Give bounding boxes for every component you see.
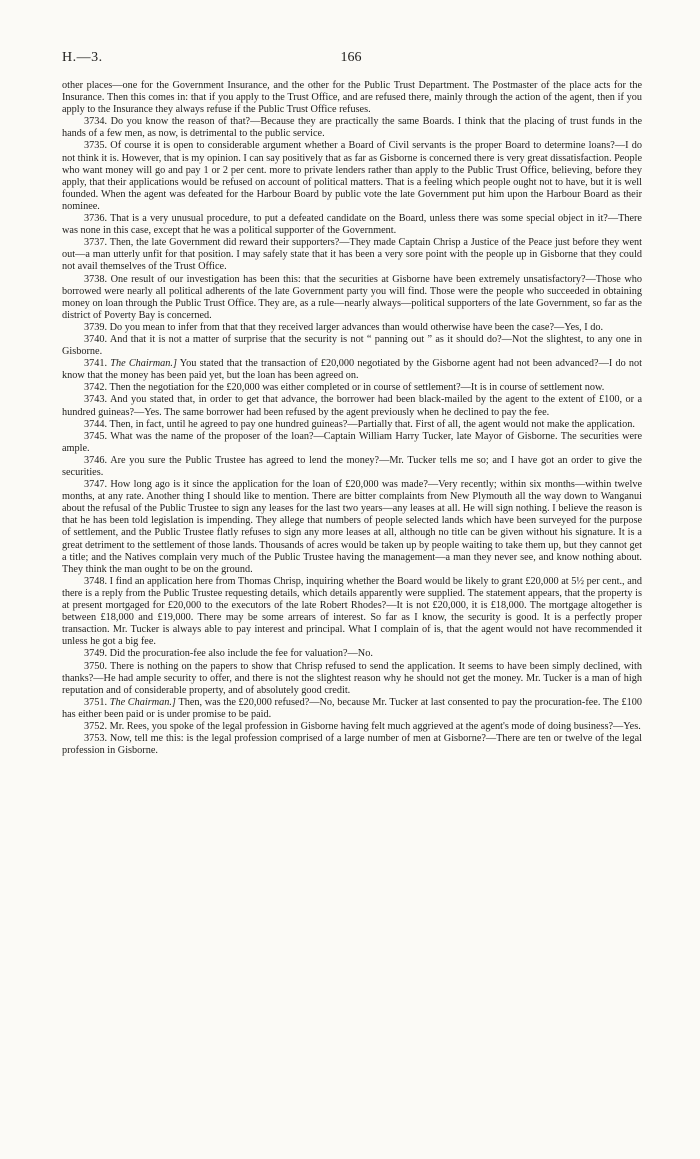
- paragraph: 3743. And you stated that, in order to get that advance, the borrower had been black-mailed by the agent to the extent of £100, or a hundred guineas?—Yes. The same borrower had been refused by the agent previously when he declined to pay the fee.: [62, 394, 642, 418]
- speaker-chairman: The Chairman.]: [110, 358, 177, 370]
- paragraph: 3748. I find an application here from Thomas Chrisp, inquiring whether the Board would be likely to grant £20,000 at 5½ per cent., and there is a reply from the Public Trustee requesting details, which details apparently were supplied. The statement appears, that the property is at present mortgaged for £20,000 to the executors of the late Robert Rhodes?—It is not £20,000, it is £18,000. The mortgage altogether is between £18,000 and £19,000. There may be some arrears of interest. So far as I know, the security is good. It is a perfectly proper transaction. Mr. Tucker is always able to pay interest and principal. What I complain of is, that the agent would not have recommended it unless he got a big fee.: [62, 575, 642, 648]
- page-body: [62, 80, 642, 757]
- paragraph: 3737. Then, the late Government did reward their supporters?—They made Captain Chrisp a Justice of the Peace just before they went out—a man utterly unfit for that position. I may safely state that it has been a very sore point with the people up in Gisborne that they could not avail themselves of the Trust Office.: [62, 237, 642, 273]
- paragraph: 3742. Then the negotiation for the £20,000 was either completed or in course of settlement?—It is in course of settlement now.: [84, 382, 605, 394]
- paragraph: 3735. Of course it is open to considerable argument whether a Board of Civil servants is the proper Board to determine loans?—I do not think it is. However, that is my opinion. I can say positively that as far as Gisborne is concerned there is very great dissatisfaction. People who want money will go and pay 1 or 2 per cent. more to private lenders rather than apply to the Public Trust Office, believing, before they apply, that their applications would be refused on account of political matters. That is a feeling which people ought not to have, but it is well founded. When the agent was defeated for the Harbour Board by public vote the late Government put him upon the Harbour Board as their nominee.: [62, 140, 642, 212]
- paragraph: 3736. That is a very unusual procedure, to put a defeated candidate on the Board, unless there was some special object in it?—There was none in this case, except that he was a political supporter of the Government.: [62, 213, 642, 237]
- paragraph: [62, 697, 642, 721]
- paragraph: 3753. Now, tell me this: is the legal profession comprised of a large number of men at Gisborne?—There are ten or twelve of the legal profession in Gisborne.: [62, 733, 642, 757]
- question-number: 3751.: [84, 696, 108, 708]
- page-header: [62, 50, 640, 70]
- paragraph: 3747. How long ago is it since the application for the loan of £20,000 was made?—Very recently; within six months—within twelve months, at any rate. Another thing I should like to mention. There are bitter complaints from New Plymouth all the way down to Wanganui about the refusal of the Public Trustee to sign any leases for the last two years—any leases at all. He will sign nothing. I believe the reason is that he has been told legislation is impending. They allege that numbers of people selected lands which have been surveyed for the purpose of settlement, and the Public Trustee flatly refuses to sign any more leases at all, although no title can be given without his signature. It is a great detriment to the settlement of those lands. Thousands of acres would be taken up by people waiting to take them up, but they cannot get a title; and the Natives complain very much of the Public Trustee having the management—a man they never see, and know nothing about. They think the man ought to be on the ground.: [62, 479, 642, 575]
- question-number: 3741.: [84, 358, 108, 370]
- paragraph: 3750. There is nothing on the papers to show that Chrisp refused to send the application. It seems to have been simply declined, with thanks?—He had ample security to offer, and there is not the slightest reason why he should not get the money. Mr. Tucker is a man of high reputation and of considerable property, and of absolutely good credit.: [62, 660, 642, 696]
- document-reference: H.—3.: [62, 50, 103, 65]
- paragraph: 3739. Do you mean to infer from that that they received larger advances than would otherwise have been the case?—Yes, I do.: [84, 321, 604, 333]
- paragraph-text: You stated that the transaction of £20,000 negotiated by the Gisborne agent had not been advanced?—I do not know that the money has been paid yet, but the loan has been agreed on.: [62, 358, 642, 382]
- paragraph: 3745. What was the name of the proposer of the loan?—Captain William Harry Tucker, late Mayor of Gisborne. The securities were ample.: [62, 430, 642, 454]
- paragraph-text: Then, was the £20,000 refused?—No, because Mr. Tucker at last consented to pay the procuration-fee. The £100 has either been paid or is under promise to be paid.: [62, 696, 642, 720]
- speaker-chairman: The Chairman.]: [109, 696, 176, 708]
- paragraph: 3749. Did the procuration-fee also include the fee for valuation?—No.: [84, 648, 373, 660]
- paragraph: 3746. Are you sure the Public Trustee has agreed to lend the money?—Mr. Tucker tells me so; and I have got an order to give the securities.: [62, 454, 642, 478]
- page-number: 166: [340, 50, 362, 65]
- paragraph: 3738. One result of our investigation has been this: that the securities at Gisborne have been extremely unsatisfactory?—Those who borrowed were nearly all political adherents of the late Government party you will find. Those were the people who succeeded in obtaining money on loan through the Public Trust Office. They are, as a rule—nearly always—political supporters of the late Government, so far as the district of Poverty Bay is concerned.: [62, 273, 642, 321]
- paragraph: 3734. Do you know the reason of that?—Because they are practically the same Boards. I think that the placing of trust funds in the hands of a few men, as now, is detrimental to the public service.: [62, 116, 642, 140]
- paragraph: 3752. Mr. Rees, you spoke of the legal profession in Gisborne having felt much aggrieved at the agent's mode of doing business?—Yes.: [84, 720, 641, 732]
- paragraph: other places—one for the Government Insurance, and the other for the Public Trust Department. The Postmaster of the place acts for the Insurance. Then this comes in: that if you apply to the Trust Office, and are refused there, mainly through the action of the agent, then if you apply to the Insurance they always refuse if the Public Trust Office refuses.: [62, 80, 642, 116]
- paragraph: 3744. Then, in fact, until he agreed to pay one hundred guineas?—Partially that. First of all, the agent would not make the application.: [84, 418, 635, 430]
- paragraph: [62, 358, 642, 382]
- paragraph: 3740. And that it is not a matter of surprise that the security is not “ panning out ” as it should do?—Not the slightest, to any one in Gisborne.: [62, 333, 642, 358]
